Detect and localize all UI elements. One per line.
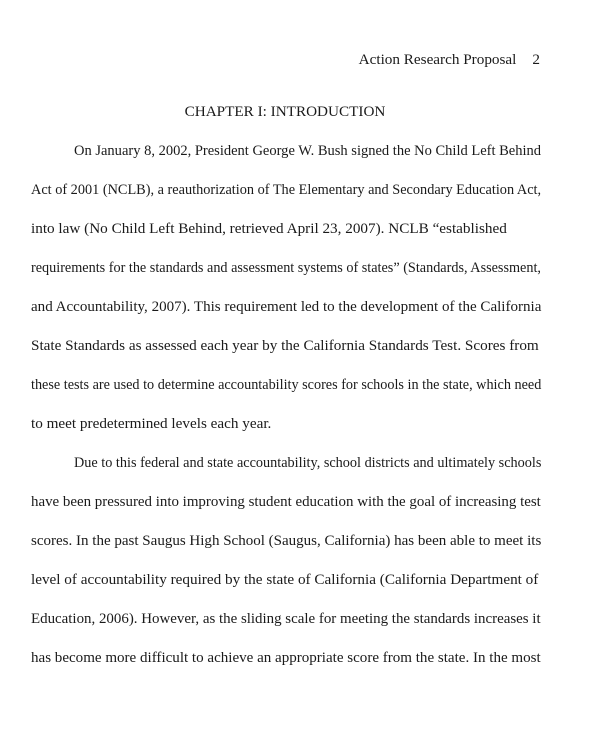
text-line: Act of 2001 (NCLB), a reauthorization of The Elementary and Secondary Education Act, xyxy=(31,181,542,198)
page-number: 2 xyxy=(532,51,540,68)
running-head-title: Action Research Proposal xyxy=(358,51,517,68)
text-line: Education, 2006). However, as the sliding scale for meeting the standards increases it xyxy=(31,610,541,627)
text-line: requirements for the standards and assessment systems of states” (Standards, Assessment, xyxy=(31,259,541,276)
text-line: State Standards as assessed each year by the California Standards Test. Scores from xyxy=(31,337,539,354)
text-line: scores. In the past Saugus High School (Saugus, California) has been able to meet its xyxy=(31,532,542,549)
text-line: to meet predetermined levels each year. xyxy=(31,415,272,432)
chapter-title: CHAPTER I: INTRODUCTION xyxy=(184,103,386,120)
text-line: and Accountability, 2007). This requirement led to the development of the California xyxy=(31,298,542,315)
text-line: these tests are used to determine accountability scores for schools in the state, which need xyxy=(31,376,542,393)
text-line: have been pressured into improving student education with the goal of increasing test xyxy=(31,493,541,510)
running-head xyxy=(359,49,540,71)
text-line: has become more difficult to achieve an appropriate score from the state. In the most xyxy=(31,649,541,666)
text-line: into law (No Child Left Behind, retrieved April 23, 2007). NCLB “established xyxy=(31,220,507,237)
text-line: level of accountability required by the state of California (California Department of xyxy=(31,571,539,588)
text-line: Due to this federal and state accountability, school districts and ultimately schools xyxy=(74,454,542,471)
text-line: On January 8, 2002, President George W. Bush signed the No Child Left Behind xyxy=(74,142,542,159)
